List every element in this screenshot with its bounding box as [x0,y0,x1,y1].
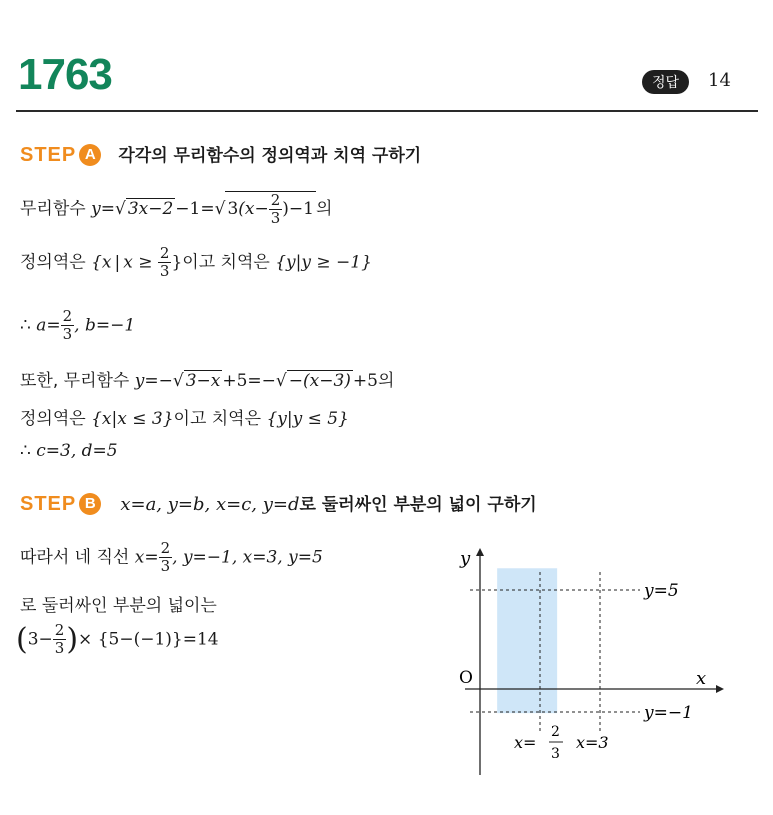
answer-value: 14 [708,70,731,91]
fraction-two-thirds: $\frac{2}{3}$ [160,539,171,575]
step-b-label: STEP B [20,493,101,515]
step-b-title: 로 둘러싸인 부분의 넓이 구하기 [299,495,537,515]
step-b-line-1: 따라서 네 직선 x= $\frac{2}{3}$ , y=−1, x=3, y=5 [20,539,323,575]
step-a-line-4: 또한, 무리함수 y=−√ 3−x +5=−√ −(x−3) +5의 [20,371,395,391]
fraction-two-thirds: $\frac{2}{3}$ [62,307,73,343]
x-axis-label: x [696,668,707,689]
line-x23-frac-den: 3 [551,746,560,762]
step-b-heading [20,490,537,516]
header-divider [16,110,758,112]
line-x23-frac-num: 2 [551,724,560,740]
line-ym1-label: y=−1 [644,703,693,723]
fraction-two-thirds: $\frac{2}{3}$ [270,191,281,227]
answer-badge: 정답 [642,70,689,94]
step-a-label: STEP A [20,144,101,166]
line-x23-label: x= [514,733,537,752]
line-y5-label: y=5 [644,581,679,601]
fraction-two-thirds: $\frac{2}{3}$ [54,621,65,657]
y-axis-arrow [476,548,484,556]
step-a-line-5: 정의역은 {x|x ≤ 3}이고 치역은 {y|y ≤ 5} [20,409,349,429]
step-a-line-6: ∴ c=3, d=5 [20,441,118,461]
origin-label: O [459,668,473,688]
step-a-title: 각각의 무리함수의 정의역과 치역 구하기 [118,146,422,166]
fraction-two-thirds: $\frac{2}{3}$ [159,244,170,280]
step-a-badge: A [79,144,101,166]
step-a-heading [20,141,421,167]
step-a-line-3: ∴ a= $\frac{2}{3}$ , b=−1 [20,307,136,343]
problem-number: 1763 [18,50,112,99]
y-axis-label: y [460,548,471,569]
step-b-line-2: 로 둘러싸인 부분의 넓이는 [20,596,217,616]
region-graph [440,540,740,785]
step-a-line-2: 정의역은 {x | x ≥ $\frac{2}{3}$ }이고 치역은 {y|y ≥ −1} [20,244,372,280]
step-a-line-1: 무리함수 y=√ 3x−2 −1=√ 3(x− $\frac{2}{3}$ )−1 의 [20,191,333,227]
x-axis-arrow [716,685,724,693]
step-b-line-3: (3− $\frac{2}{3}$ )× {5−(−1)}=14 [16,621,219,657]
step-b-badge: B [79,493,101,515]
step-b-title-math: x=a, y=b, x=c, y=d [120,494,300,515]
line-x3-label: x=3 [576,733,609,752]
